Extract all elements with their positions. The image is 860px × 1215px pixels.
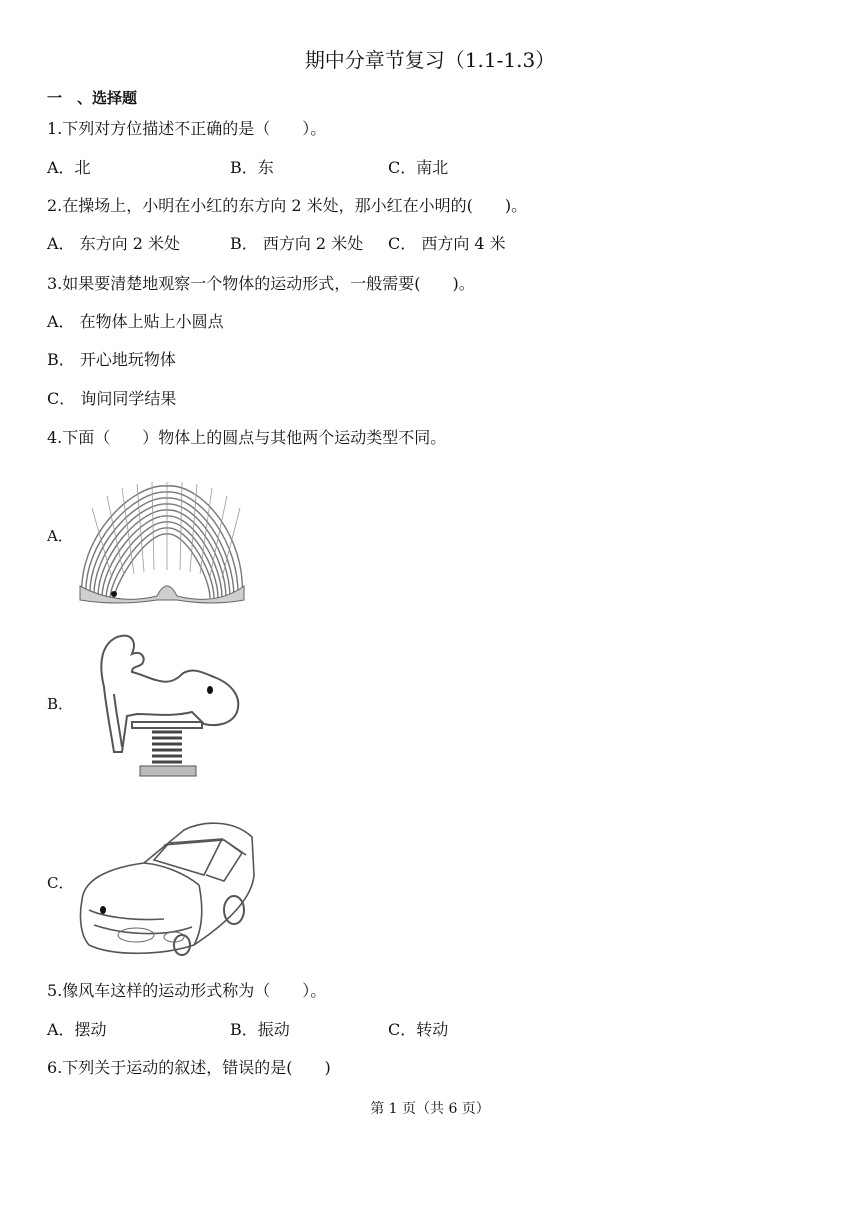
question-2-option-b[interactable]: B． 西方向 2 米处 (230, 234, 364, 253)
section-heading: 一 、选择题 (47, 89, 138, 107)
question-1-stem: 1.下列对方位描述不正确的是（ ）。 (47, 119, 327, 138)
question-5-option-a[interactable]: A．摆动 (47, 1020, 107, 1039)
page-footer: 第 1 页（共 6 页） (370, 1101, 490, 1117)
question-2-stem: 2.在操场上，小明在小红的东方向 2 米处，那小红在小明的( )。 (47, 196, 528, 215)
question-3-option-a[interactable]: A． 在物体上贴上小圆点 (47, 312, 224, 331)
spring-rocking-horse-image[interactable] (92, 632, 252, 782)
question-1-option-c[interactable]: C．南北 (388, 158, 449, 177)
question-5-option-c[interactable]: C．转动 (388, 1020, 449, 1039)
question-3-option-c[interactable]: C． 询问同学结果 (47, 389, 177, 408)
question-4-stem: 4.下面（ ）物体上的圆点与其他两个运动类型不同。 (47, 428, 447, 447)
question-4-option-b[interactable]: B． (47, 695, 74, 713)
question-6-stem: 6.下列关于运动的叙述，错误的是( ) (47, 1058, 331, 1077)
question-3-option-b[interactable]: B． 开心地玩物体 (47, 350, 176, 369)
page-title: 期中分章节复习（1.1-1.3） (304, 48, 556, 72)
car-image[interactable] (74, 815, 258, 961)
question-1-option-a[interactable]: A．北 (47, 158, 91, 177)
question-4-option-c[interactable]: C． (47, 874, 74, 892)
question-3-stem: 3.如果要清楚地观察一个物体的运动形式，一般需要( )。 (47, 274, 475, 293)
question-4-option-a[interactable]: A． (47, 527, 73, 545)
question-1-option-b[interactable]: B．东 (230, 158, 274, 177)
slinky-spring-image[interactable] (72, 478, 252, 606)
question-5-option-b[interactable]: B．振动 (230, 1020, 290, 1039)
question-2-option-c[interactable]: C． 西方向 4 米 (388, 234, 506, 253)
question-5-stem: 5.像风车这样的运动形式称为（ ）。 (47, 981, 327, 1000)
question-2-option-a[interactable]: A． 东方向 2 米处 (47, 234, 180, 253)
